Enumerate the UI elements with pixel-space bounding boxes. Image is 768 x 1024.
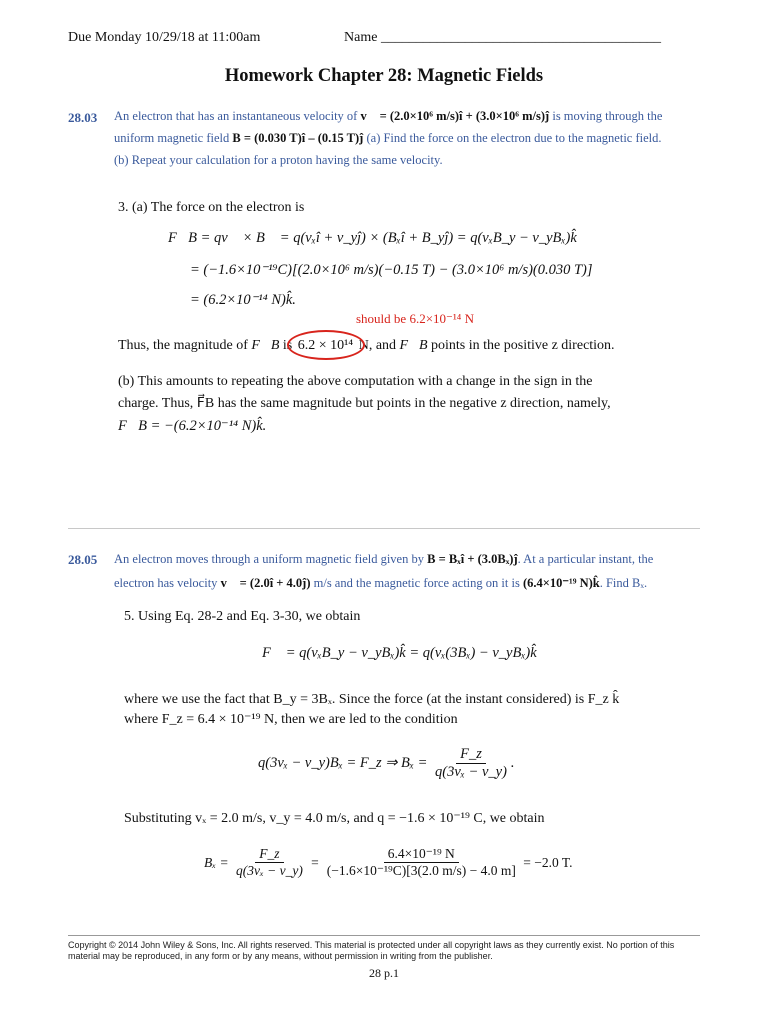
equation: = (−1.6×10⁻¹⁹C)[(2.0×10⁶ m/s)(−0.15 T) − (3.0×10⁶ m/s)(0.030 T)] [190,262,593,278]
red-circle-annotation [287,330,365,360]
part-b-line: (b) This amounts to repeating the above computation with a change in the sign in the [118,374,593,389]
problem-text: An electron moves through a uniform magnetic field given by [114,552,424,566]
problem-text: (a) Find the force on the electron due to the magnetic field. [366,131,662,145]
circled-value [296,336,355,356]
equation-part: Bₓ = [204,854,229,870]
problem-number: 28.05 [68,552,98,567]
problem-text: . At a particular instant, the [517,552,654,566]
correction-annotation: should be 6.2×10⁻¹⁴ N [356,311,474,326]
solution-text: Thus, the magnitude of [118,338,248,353]
problem-text: . Find Bₓ. [599,576,648,590]
footer-divider [68,935,700,936]
problem-line: (b) Repeat your calculation for a proton having the same velocity. [114,153,443,167]
equation: F⃗ = q(vₓB_y − v_yBₓ)k̂ = q(vₓ(3Bₓ) − v_yBₓ)k̂ [262,645,537,661]
equation-part: . [510,755,515,771]
fraction [232,846,307,879]
solution-text: where we use the fact that B_y = 3Bₓ. Since the force (at the instant considered) is F_z k̂ [124,692,620,707]
problem-line [114,127,714,149]
fraction-denominator: q(3vₓ − v_y) [235,863,303,878]
problem-text: uniform magnetic field [114,131,230,145]
magnetic-field: B = Bₓî + (3.0Bₓ)ĵ [427,552,518,566]
force-symbol: F⃗B [399,338,428,353]
solution-text: where F_z = 6.4 × 10⁻¹⁹ N, then we are led to the condition [124,712,458,727]
name-label [344,30,661,46]
solution-text: N, and [358,338,397,353]
equation-part: = [310,854,320,870]
problem-statement [114,548,714,594]
fraction-denominator: (−1.6×10⁻¹⁹C)[3(2.0 m/s) − 4.0 m] [326,863,516,878]
condition-equation [258,746,515,781]
problem-text: m/s and the magnetic force acting on it is [313,576,520,590]
problem-text: An electron that has an instantaneous velocity of [114,109,358,123]
solution-intro: 3. (a) The force on the electron is [118,200,305,215]
fraction-numerator: 6.4×10⁻¹⁹ N [384,846,459,863]
problem-statement [114,105,714,171]
magnitude-statement [118,336,615,356]
velocity-vector: v⃗ = (2.0î + 4.0ĵ) [220,576,311,590]
fraction-numerator: F_z [456,746,486,764]
problem-text: electron has velocity [114,576,218,590]
problem-number: 28.03 [68,110,98,125]
equation-part: q(3vₓ − v_y)Bₓ = F_z ⇒ Bₓ = [258,755,428,771]
problem-line [114,105,714,127]
fraction [323,846,520,879]
force-symbol: F⃗B [251,338,280,353]
fraction-numerator: F_z [255,846,283,863]
section-divider [68,528,700,529]
part-b-line: charge. Thus, F⃗B has the same magnitude but points in the negative z direction, namely, [118,396,611,411]
solution-text: points in the positive z direction. [431,338,615,353]
name-label-text: Name [344,30,378,45]
copyright-notice: Copyright © 2014 John Wiley & Sons, Inc. All rights reserved. This material is protected under all copyright laws as they currently exist. No portion of this material may be reproduced, in any form or by any means, without permission in writing from the publisher. [68,940,675,961]
part-b-equation: F⃗B = −(6.2×10⁻¹⁴ N)k̂. [118,418,267,434]
result-equation [204,846,572,879]
fraction [431,746,511,781]
force-value: (6.4×10⁻¹⁹ N)k̂ [522,576,600,590]
solution-text: Substituting vₓ = 2.0 m/s, v_y = 4.0 m/s, and q = −1.6 × 10⁻¹⁹ C, we obtain [124,811,545,826]
problem-text: is moving through the [552,109,663,123]
solution-intro: 5. Using Eq. 28-2 and Eq. 3-30, we obtain [124,609,361,624]
name-line: ________________________________________ [380,30,661,45]
incorrect-value: 6.2 × 10¹⁴ [297,338,354,353]
equation: = (6.2×10⁻¹⁴ N)k̂. [190,292,296,308]
velocity-vector: v⃗ = (2.0×10⁶ m/s)î + (3.0×10⁶ m/s)ĵ [360,109,550,123]
solution-text: is [282,338,293,353]
magnetic-field: B = (0.030 T)î – (0.15 T)ĵ [232,131,364,145]
due-date: Due Monday 10/29/18 at 11:00am [68,30,261,45]
equation-part: = −2.0 T. [523,854,573,870]
problem-line [114,548,714,570]
equation: F⃗B = qv⃗ × B⃗ = q(vₓî + v_yĵ) × (Bₓî + B_yĵ) = q(vₓB_y − v_yBₓ)k̂ [168,230,577,246]
problem-line [114,572,714,594]
page-number: 28 p.1 [369,966,399,980]
page-title: Homework Chapter 28: Magnetic Fields [224,66,544,86]
fraction-denominator: q(3vₓ − v_y) [435,764,507,780]
